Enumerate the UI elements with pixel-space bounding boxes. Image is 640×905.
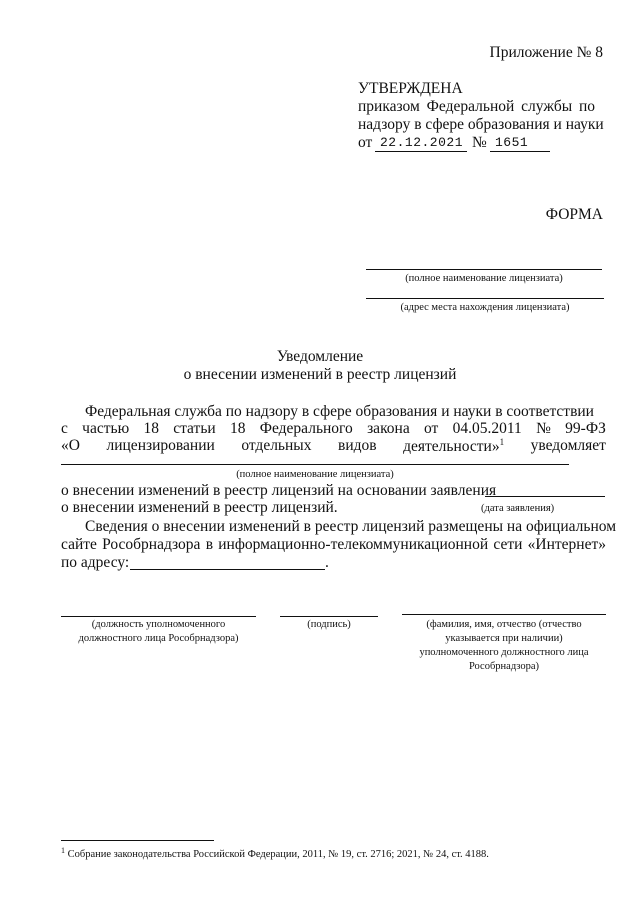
position-line: [61, 616, 256, 617]
body-line-1: Федеральная служба по надзору в сфере образования и науки в соответствии: [85, 403, 594, 420]
footnote: [61, 846, 489, 860]
licensee-fill-caption: (полное наименование лицензиата): [236, 469, 394, 480]
order-date-underline: [375, 151, 467, 152]
word: с: [61, 420, 68, 437]
body-line-5: о внесении изменений в реестр лицензий.: [61, 499, 338, 516]
licensee-name-line: [366, 269, 602, 270]
order-line-2: надзору в сфере образования и науки: [358, 116, 604, 133]
licensee-address-caption: (адрес места нахождения лицензиата): [400, 302, 570, 313]
footnote-separator: [61, 840, 214, 841]
word: Рособрнадзора: [102, 536, 201, 553]
word: информационно-телекоммуникационной: [218, 536, 489, 553]
fio-caption-3: уполномоченного должностного лица: [419, 647, 589, 658]
fio-caption-1: (фамилия, имя, отчество (отчество: [426, 619, 582, 630]
document-title: Уведомление: [276, 348, 364, 365]
word: частью: [82, 420, 130, 437]
licensee-name-caption: (полное наименование лицензиата): [405, 273, 563, 284]
position-caption-2: должностного лица Рособрнадзора): [78, 633, 239, 644]
form-label: ФОРМА: [545, 206, 603, 223]
order-number: 1651: [495, 135, 529, 150]
word: видов: [338, 437, 377, 454]
word: №: [536, 420, 551, 437]
approved-heading: УТВЕРЖДЕНА: [358, 80, 463, 97]
document-subtitle: о внесении изменений в реестр лицензий: [183, 366, 457, 383]
footnote-ref: 1: [499, 437, 505, 447]
fio-caption-4: Рособрнадзора): [468, 661, 540, 672]
word: Федерального: [259, 420, 353, 437]
address-end-dot: .: [325, 554, 329, 571]
word: «Интернет»: [527, 536, 606, 553]
word: 18: [143, 420, 159, 437]
word: в: [205, 536, 214, 553]
order-number-sign: №: [472, 134, 487, 151]
body-line-2: [61, 420, 606, 438]
order-line-1-text: приказом Федеральной службы по: [358, 98, 596, 115]
order-number-underline: [490, 151, 550, 152]
word: лицензировании: [106, 437, 215, 454]
application-date-caption: (дата заявления): [481, 503, 555, 514]
application-date-line: [485, 496, 605, 497]
licensee-address-line: [366, 298, 604, 299]
appendix-label: Приложение № 8: [489, 44, 603, 61]
word: отдельных: [241, 437, 312, 454]
order-date: 22.12.2021: [380, 135, 464, 150]
word: сайте: [61, 536, 97, 553]
word: 04.05.2011: [452, 420, 522, 437]
footnote-mark: 1: [61, 846, 65, 855]
word-with-footnote: [403, 437, 504, 456]
fio-line: [402, 614, 606, 615]
word: 18: [229, 420, 246, 437]
footnote-text: Собрание законодательства Российской Федерации, 2011, № 19, ст. 2716; 2021, № 24, ст. 4188.: [67, 849, 489, 860]
word: деятельности»: [403, 438, 500, 455]
word: от: [424, 420, 439, 437]
signature-caption: (подпись): [307, 619, 351, 630]
body-line-4: о внесении изменений в реестр лицензий на основании заявления: [61, 482, 497, 499]
body-line-7: [61, 536, 606, 554]
word: сети: [493, 536, 523, 553]
body-line-3: [61, 437, 606, 456]
word: уведомляет: [530, 437, 606, 454]
address-fill-line: [130, 569, 325, 570]
body-line-8: по адресу:: [61, 554, 130, 571]
word: закона: [367, 420, 410, 437]
position-caption-1: (должность уполномоченного: [91, 619, 226, 630]
word: «О: [61, 437, 80, 454]
signature-line: [280, 616, 378, 617]
body-line-6: Сведения о внесении изменений в реестр лицензий размещены на официальном: [85, 518, 617, 535]
licensee-fill-line: [61, 464, 569, 465]
order-date-prefix: от: [358, 134, 373, 151]
order-line-1: [358, 98, 603, 116]
fio-caption-2: указывается при наличии): [445, 633, 563, 644]
word: 99-ФЗ: [565, 420, 606, 437]
word: статьи: [173, 420, 216, 437]
